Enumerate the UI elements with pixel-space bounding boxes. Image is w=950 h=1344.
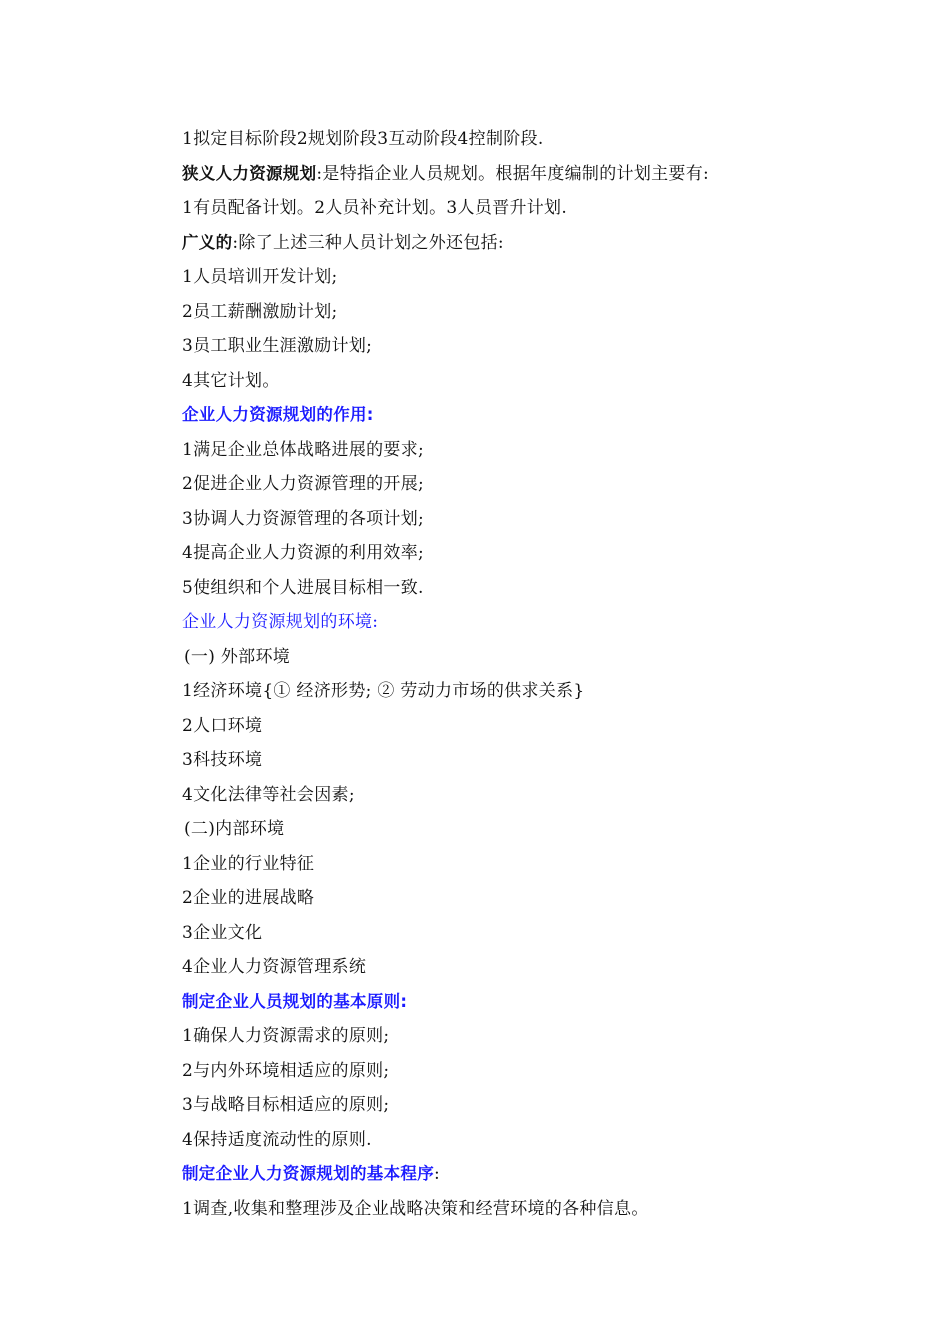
- list-item: 1满足企业总体战略进展的要求;: [182, 439, 425, 460]
- list-item: 2促进企业人力资源管理的开展;: [182, 474, 425, 494]
- narrow-definition-text: :是特指企业人员规划。根据年度编制的计划主要有:: [316, 163, 710, 184]
- procedure-heading-term: 制定企业人力资源规划的基本程序: [182, 1164, 434, 1183]
- list-item: 1人员培训开发计划;: [182, 267, 338, 287]
- section-heading-procedure: [182, 1157, 822, 1192]
- stage-list-line: 1拟定目标阶段2规划阶段3互动阶段4控制阶段.: [182, 129, 544, 149]
- section-heading-role: 企业人力资源规划的作用:: [182, 405, 374, 424]
- narrow-plans-line: 1有员配备计划。2人员补充计划。3人员晋升计划.: [182, 198, 568, 218]
- list-item: 3企业文化: [182, 922, 263, 943]
- list-item: 1企业的行业特征: [182, 853, 315, 874]
- list-item: 2人口环境: [182, 715, 263, 736]
- narrow-definition-term: 狭义人力资源规划: [182, 163, 317, 183]
- list-item: 4提高企业人力资源的利用效率;: [182, 543, 425, 563]
- broad-definition-term: 广义的: [182, 232, 233, 252]
- list-item: 4保持适度流动性的原则.: [182, 1129, 372, 1150]
- list-item: 5使组织和个人进展目标相一致.: [182, 577, 424, 598]
- subsection-internal: (二)内部环境: [184, 819, 285, 839]
- list-item: 3科技环境: [182, 750, 263, 770]
- document-body: [182, 122, 822, 1226]
- list-item: 4文化法律等社会因素;: [182, 784, 355, 805]
- list-item: 1调查,收集和整理涉及企业战略决策和经营环境的各种信息。: [182, 1198, 649, 1219]
- list-item: 1经济环境{① 经济形势; ② 劳动力市场的供求关系}: [182, 681, 585, 701]
- broad-definition-line: [182, 226, 822, 261]
- list-item: 4企业人力资源管理系统: [182, 957, 367, 977]
- procedure-heading-colon: :: [434, 1164, 441, 1184]
- broad-definition-text: :除了上述三种人员计划之外还包括:: [232, 232, 504, 253]
- section-heading-environment: 企业人力资源规划的环境:: [182, 612, 379, 632]
- narrow-definition-line: [182, 157, 822, 192]
- list-item: 2与内外环境相适应的原则;: [182, 1060, 390, 1081]
- section-heading-principles: 制定企业人员规划的基本原则:: [182, 991, 408, 1011]
- list-item: 2员工薪酬激励计划;: [182, 301, 338, 322]
- list-item: 3员工职业生涯激励计划;: [182, 336, 373, 356]
- list-item: 2企业的进展战略: [182, 888, 315, 908]
- list-item: 3协调人力资源管理的各项计划;: [182, 508, 425, 529]
- list-item: 1确保人力资源需求的原则;: [182, 1026, 390, 1046]
- list-item: 4其它计划。: [182, 370, 280, 391]
- list-item: 3与战略目标相适应的原则;: [182, 1095, 390, 1115]
- subsection-external: (一) 外部环境: [184, 646, 291, 667]
